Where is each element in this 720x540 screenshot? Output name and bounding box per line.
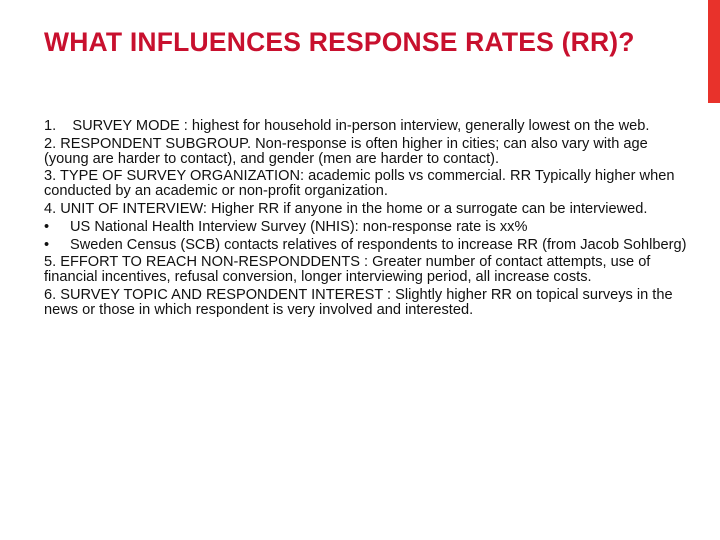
list-item-survey-mode: 1. SURVEY MODE : highest for household in-person interview, generally lowest on the web.	[44, 118, 650, 134]
bullet-text: Sweden Census (SCB) contacts relatives of respondents to increase RR (from Jacob Sohlberg)	[70, 236, 687, 253]
bullet-item-sweden-census	[44, 238, 694, 253]
slide-body	[44, 119, 694, 321]
accent-bar	[708, 0, 720, 103]
bullet-icon: •	[44, 236, 50, 253]
list-item-respondent-subgroup: 2. RESPONDENT SUBGROUP. Non-response is often higher in cities; can also vary with age (young are harder to contact), and gender (men are harder to contact).	[44, 135, 648, 167]
list-item-survey-organization: 3. TYPE OF SURVEY ORGANIZATION: academic polls vs commercial. RR Typically higher when conducted by an academic or non-profit organization.	[44, 168, 675, 200]
list-item-topic-interest: 6. SURVEY TOPIC AND RESPONDENT INTEREST : Slightly higher RR on topical surveys in the news or those in which respondent is very involved and interested.	[44, 286, 673, 318]
list-item-effort: 5. EFFORT TO REACH NON-RESPONDDENTS : Greater number of contact attempts, use of financial incentives, refusal conversion, longer interviewing period, all increase costs.	[44, 254, 651, 286]
bullet-text: US National Health Interview Survey (NHIS): non-response rate is xx%	[70, 218, 528, 235]
slide-title: WHAT INFLUENCES RESPONSE RATES (RR)?	[44, 27, 635, 57]
bullet-item-nhis	[44, 220, 694, 235]
list-item-unit-of-interview: 4. UNIT OF INTERVIEW: Higher RR if anyone in the home or a surrogate can be interviewed.	[44, 200, 648, 217]
bullet-icon: •	[44, 218, 50, 235]
